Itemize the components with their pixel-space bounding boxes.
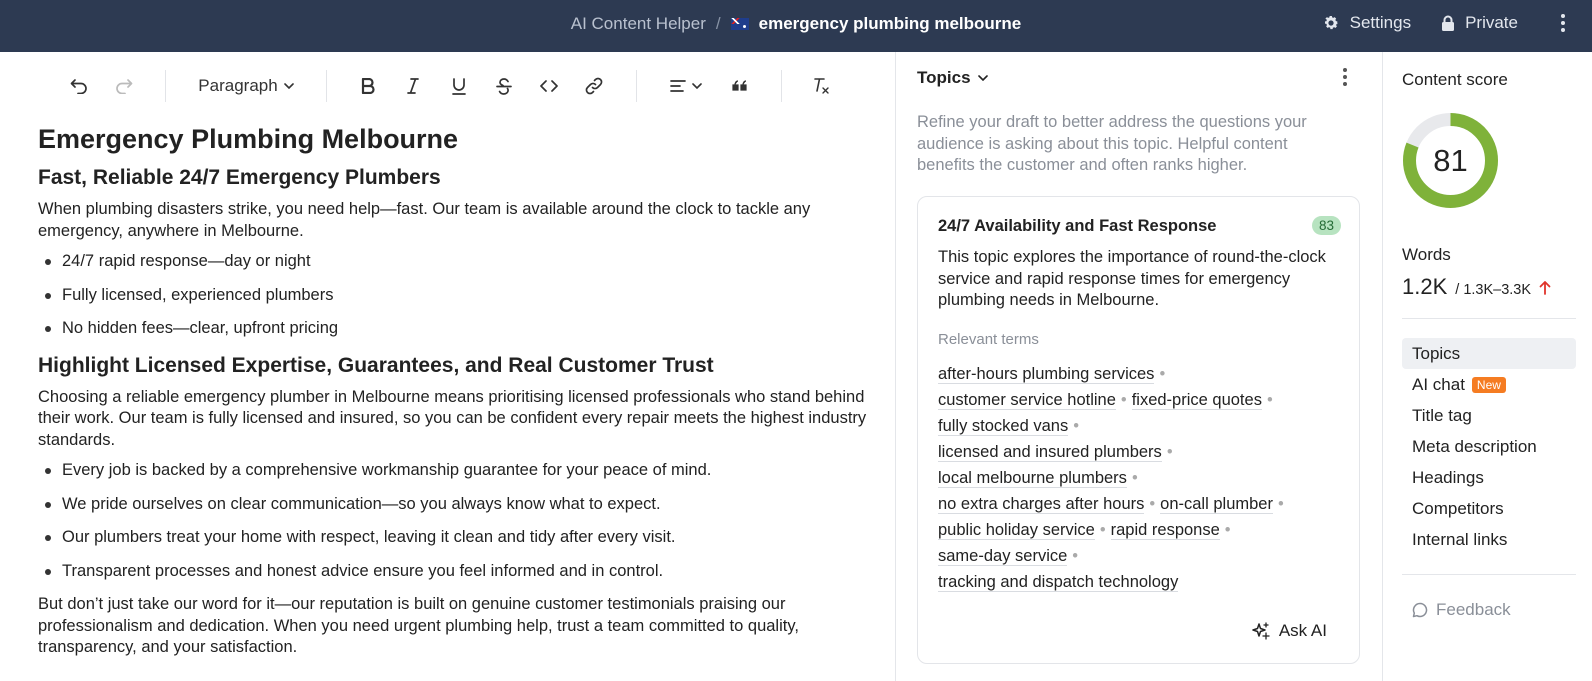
term-separator: • xyxy=(1266,391,1273,409)
sidebar-item-title-tag[interactable] xyxy=(1402,400,1576,431)
topics-panel xyxy=(897,52,1381,681)
terms-line xyxy=(938,491,1348,517)
ask-ai-button[interactable] xyxy=(1252,621,1327,641)
relevant-terms-list xyxy=(938,361,1348,595)
relevant-term[interactable]: customer service hotline xyxy=(938,391,1116,409)
document-h1: Emergency Plumbing Melbourne xyxy=(38,124,459,154)
section-paragraph: Choosing a reliable emergency plumber in Melbourne means prioritising licensed professionals who stand behind their work. Our team is fully licensed and insured, so you can be confident every repair meets the highest industry standards. xyxy=(38,387,867,449)
sidebar-nav xyxy=(1402,338,1576,555)
terms-line xyxy=(938,361,1348,387)
chevron-down-icon xyxy=(978,75,988,81)
bullet-list xyxy=(38,251,868,339)
align-left-icon xyxy=(670,80,686,92)
list-item: Our plumbers treat your home with respect, leaving it clean and tidy after every visit. xyxy=(38,527,868,548)
topic-title: 24/7 Availability and Fast Response xyxy=(938,217,1217,235)
sidebar-divider xyxy=(1402,318,1576,319)
link-icon xyxy=(585,77,603,95)
bullet-list xyxy=(38,460,868,582)
term-separator: • xyxy=(1073,417,1080,435)
gear-icon xyxy=(1322,14,1340,32)
topics-description: Refine your draft to better address the questions your audience is asking about this topic. Helpful content benefits the customer and often ranks higher. xyxy=(917,113,1307,174)
new-badge: New xyxy=(1472,377,1506,393)
topics-more-button[interactable] xyxy=(1343,68,1347,91)
topic-description: This topic explores the importance of round-the-clock service and rapid response times for emergency plumbing needs in Melbourne. xyxy=(938,248,1326,309)
top-bar xyxy=(0,0,1592,52)
words-count: 1.2K xyxy=(1402,274,1448,299)
relevant-term[interactable]: tracking and dispatch technology xyxy=(938,573,1179,591)
term-separator: • xyxy=(1120,391,1127,409)
sidebar-item-meta-description[interactable] xyxy=(1402,431,1576,462)
term-separator: • xyxy=(1224,521,1231,539)
more-menu-button[interactable] xyxy=(1548,14,1578,32)
content-score-value: 81 xyxy=(1433,142,1468,178)
speech-bubble-icon xyxy=(1412,602,1428,618)
relevant-term[interactable]: on-call plumber xyxy=(1160,495,1273,513)
list-item: Fully licensed, experienced plumbers xyxy=(38,285,868,306)
link-button[interactable] xyxy=(581,72,607,100)
clear-format-icon xyxy=(812,77,830,95)
list-item: We pride ourselves on clear communication—so you always know what to expect. xyxy=(38,494,868,515)
vertical-dots-icon xyxy=(1343,68,1347,86)
relevant-term[interactable]: rapid response xyxy=(1110,521,1220,539)
document-title: emergency plumbing melbourne xyxy=(758,14,1022,33)
strikethrough-icon xyxy=(496,78,512,95)
code-icon xyxy=(540,80,558,92)
relevant-term[interactable]: fixed-price quotes xyxy=(1131,391,1262,409)
sidebar-item-label: Title tag xyxy=(1412,405,1472,425)
undo-icon xyxy=(70,78,88,94)
relevant-term[interactable]: after-hours plumbing services xyxy=(938,365,1155,383)
relevant-term[interactable]: local melbourne plumbers xyxy=(938,469,1127,487)
redo-button[interactable] xyxy=(111,72,137,100)
topics-title: Topics xyxy=(917,68,971,87)
term-separator: • xyxy=(1159,365,1166,383)
sparkle-icon xyxy=(1252,622,1270,640)
privacy-button[interactable] xyxy=(1441,13,1518,33)
words-label: Words xyxy=(1402,245,1451,264)
breadcrumb-separator: / xyxy=(715,14,721,33)
breadcrumb-app-link[interactable]: AI Content Helper xyxy=(570,14,706,33)
feedback-button[interactable] xyxy=(1412,600,1511,620)
toolbar-divider xyxy=(636,70,637,102)
section-heading: Fast, Reliable 24/7 Emergency Plumbers xyxy=(38,166,441,189)
sidebar-item-competitors[interactable] xyxy=(1402,493,1576,524)
term-separator: • xyxy=(1277,495,1284,513)
term-separator: • xyxy=(1072,547,1079,565)
terms-line xyxy=(938,413,1348,439)
sidebar-item-label: Competitors xyxy=(1412,498,1504,518)
editor-pane xyxy=(0,52,896,681)
relevant-term[interactable]: public holiday service xyxy=(938,521,1095,539)
relevant-term[interactable]: same-day service xyxy=(938,547,1068,565)
paragraph-style-dropdown[interactable] xyxy=(196,72,296,100)
feedback-label: Feedback xyxy=(1436,600,1511,619)
code-button[interactable] xyxy=(536,72,562,100)
content-score-label: Content score xyxy=(1402,70,1508,89)
term-separator: • xyxy=(1149,495,1156,513)
ask-ai-label: Ask AI xyxy=(1278,621,1327,640)
bold-icon xyxy=(361,78,375,94)
terms-line xyxy=(938,569,1348,595)
chevron-down-icon xyxy=(692,83,702,89)
sidebar-divider xyxy=(1402,574,1576,575)
closing-paragraph: But don’t just take our word for it—our reputation is built on genuine customer testimonials praising our professionalism and dedication. When you need urgent plumbing help, trust a team committed to quality, transparency, and your satisfaction. xyxy=(38,595,799,656)
chevron-down-icon xyxy=(284,83,294,89)
relevant-term[interactable]: no extra charges after hours xyxy=(938,495,1145,513)
section-heading: Highlight Licensed Expertise, Guarantees, and Real Customer Trust xyxy=(38,353,714,377)
list-item: No hidden fees—clear, upfront pricing xyxy=(38,318,868,339)
settings-label: Settings xyxy=(1349,13,1412,32)
align-dropdown[interactable] xyxy=(666,72,706,100)
relevant-term[interactable]: licensed and insured plumbers xyxy=(938,443,1162,461)
australia-flag-icon xyxy=(731,18,749,30)
lock-icon xyxy=(1441,15,1455,32)
topic-card[interactable] xyxy=(917,196,1360,664)
italic-icon xyxy=(406,78,420,94)
toolbar-divider xyxy=(326,70,327,102)
list-item: 24/7 rapid response—day or night xyxy=(38,251,868,272)
privacy-label: Private xyxy=(1465,13,1518,32)
list-item: Every job is backed by a comprehensive workmanship guarantee for your peace of mind. xyxy=(38,460,868,481)
sidebar-item-label: AI chat xyxy=(1412,374,1465,394)
terms-line xyxy=(938,387,1348,413)
topics-dropdown[interactable] xyxy=(917,68,988,88)
relevant-terms-label: Relevant terms xyxy=(938,331,1039,348)
settings-button[interactable] xyxy=(1322,13,1411,33)
quote-icon xyxy=(732,80,748,92)
bold-button[interactable] xyxy=(355,72,381,100)
strikethrough-button[interactable] xyxy=(491,72,517,100)
sidebar-item-headings[interactable] xyxy=(1402,462,1576,493)
toolbar-divider xyxy=(165,70,166,102)
section-paragraph: When plumbing disasters strike, you need help—fast. Our team is available around the clock to tackle any emergency, anywhere in Melbourne. xyxy=(38,200,811,240)
sidebar-item-topics[interactable] xyxy=(1402,338,1576,369)
terms-line xyxy=(938,543,1348,569)
arrow-up-icon xyxy=(1539,280,1551,295)
term-separator: • xyxy=(1099,521,1106,539)
sidebar-item-ai-chat[interactable] xyxy=(1402,369,1576,400)
blockquote-button[interactable] xyxy=(727,72,753,100)
paragraph-style-label: Paragraph xyxy=(198,76,278,95)
undo-button[interactable] xyxy=(66,72,92,100)
sidebar-item-label: Headings xyxy=(1412,467,1484,487)
sidebar-item-label: Meta description xyxy=(1412,436,1537,456)
relevant-term[interactable]: fully stocked vans xyxy=(938,417,1069,435)
term-separator: • xyxy=(1131,469,1138,487)
editor-toolbar xyxy=(0,52,896,120)
topic-score-badge: 83 xyxy=(1312,216,1341,235)
terms-line xyxy=(938,517,1348,543)
right-sidebar xyxy=(1382,52,1592,681)
redo-icon xyxy=(115,78,133,94)
clear-format-button[interactable] xyxy=(808,72,834,100)
document-content[interactable] xyxy=(38,122,868,668)
sidebar-item-label: Internal links xyxy=(1412,529,1508,549)
italic-button[interactable] xyxy=(400,72,426,100)
term-separator: • xyxy=(1166,443,1173,461)
list-item: Transparent processes and honest advice ensure you feel informed and in control. xyxy=(38,561,868,582)
terms-line xyxy=(938,465,1348,491)
toolbar-divider xyxy=(781,70,782,102)
terms-line xyxy=(938,439,1348,465)
sidebar-item-label: Topics xyxy=(1412,343,1461,363)
words-stat xyxy=(1402,274,1551,300)
underline-button[interactable] xyxy=(446,72,472,100)
sidebar-item-internal-links[interactable] xyxy=(1402,524,1576,555)
underline-icon xyxy=(452,78,466,95)
vertical-dots-icon xyxy=(1561,14,1565,32)
words-range: / 1.3K–3.3K xyxy=(1455,282,1532,298)
